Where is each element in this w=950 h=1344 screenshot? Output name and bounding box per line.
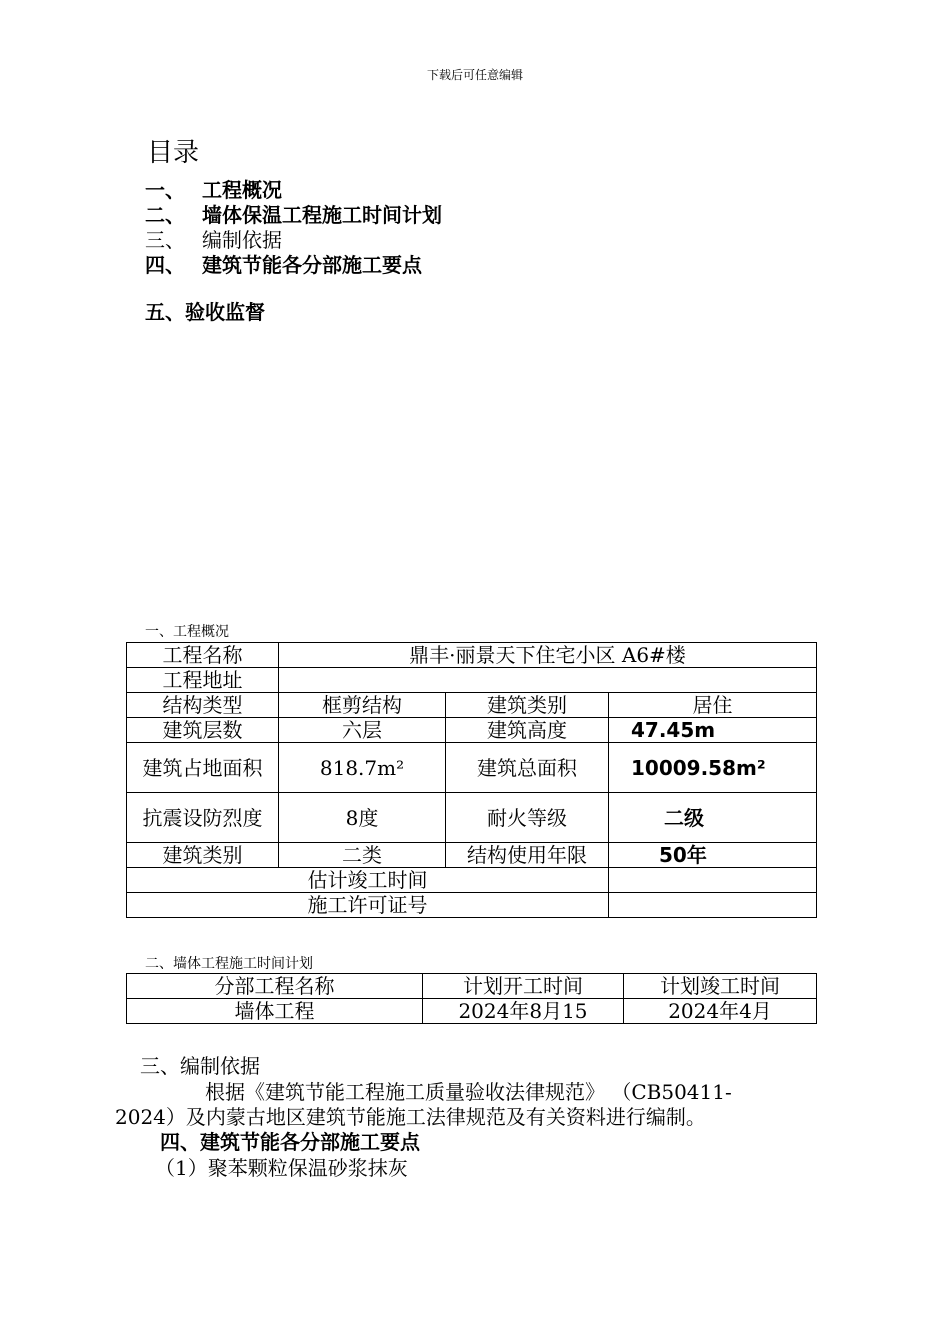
footprint-value: 818.7m² xyxy=(279,743,446,793)
service-life-label: 结构使用年限 xyxy=(446,843,609,868)
schedule-caption: 二、墙体工程施工时间计划 xyxy=(145,956,313,972)
toc-item-number: 二、 xyxy=(145,203,185,227)
basis-heading: 三、编制依据 xyxy=(140,1054,260,1078)
toc-item-label: 工程概况 xyxy=(202,178,282,202)
seismic-label xyxy=(127,793,279,843)
table-row xyxy=(127,999,817,1024)
permit-value xyxy=(609,893,817,918)
toc-item-label: 墙体保温工程施工时间计划 xyxy=(202,203,442,227)
floors-value: 六层 xyxy=(279,718,446,743)
seismic-value: 8度 xyxy=(279,793,446,843)
completion-value xyxy=(609,868,817,893)
address-value xyxy=(279,668,817,693)
service-life-value: 50年 xyxy=(609,843,817,868)
overview-table xyxy=(126,642,817,918)
total-area-label: 建筑总面积 xyxy=(446,743,609,793)
building-type-value: 居住 xyxy=(609,693,817,718)
toc-title: 目录 xyxy=(147,138,200,168)
basis-line-1: 根据《建筑节能工程施工质量验收法律规范》 （CB50411- xyxy=(205,1080,732,1104)
height-value: 47.45m xyxy=(609,718,817,743)
toc-item-number: 三、 xyxy=(145,228,185,252)
section4-item-1: （1）聚苯颗粒保温砂浆抹灰 xyxy=(155,1156,408,1180)
overview-caption: 一、工程概况 xyxy=(145,624,229,640)
height-label: 建筑高度 xyxy=(446,718,609,743)
toc-item-number: 四、 xyxy=(145,253,185,277)
floors-label: 建筑层数 xyxy=(127,718,279,743)
schedule-cell-end: 2024年4月 xyxy=(624,999,817,1024)
schedule-table xyxy=(126,973,817,1024)
fire-value: 二级 xyxy=(609,793,817,843)
toc-item-4 xyxy=(145,249,422,278)
completion-label: 估计竣工时间 xyxy=(127,868,609,893)
footprint-label xyxy=(127,743,279,793)
schedule-header-end: 计划竣工时间 xyxy=(624,974,817,999)
schedule-header-name: 分部工程名称 xyxy=(127,974,423,999)
category-value: 二类 xyxy=(279,843,446,868)
building-type-label: 建筑类别 xyxy=(446,693,609,718)
address-label: 工程地址 xyxy=(127,668,279,693)
structure-value: 框剪结构 xyxy=(279,693,446,718)
toc-item-number: 一、 xyxy=(145,178,185,202)
seismic-label-text: 抗震设防烈度 xyxy=(142,805,263,830)
project-name-value: 鼎丰·丽景天下住宅小区 A6#楼 xyxy=(279,643,817,668)
toc-item-label: 编制依据 xyxy=(202,228,282,252)
schedule-cell-start: 2024年8月15 xyxy=(423,999,624,1024)
structure-label: 结构类型 xyxy=(127,693,279,718)
permit-label: 施工许可证号 xyxy=(127,893,609,918)
project-name-label: 工程名称 xyxy=(127,643,279,668)
toc-item-5: 五、验收监督 xyxy=(145,300,265,324)
section4-heading: 四、建筑节能各分部施工要点 xyxy=(160,1130,420,1154)
schedule-cell-name: 墙体工程 xyxy=(127,999,423,1024)
footprint-label-text: 建筑占地面积 xyxy=(142,755,263,780)
schedule-header-start: 计划开工时间 xyxy=(423,974,624,999)
fire-label: 耐火等级 xyxy=(446,793,609,843)
toc-item-label: 建筑节能各分部施工要点 xyxy=(202,253,422,277)
category-label: 建筑类别 xyxy=(127,843,279,868)
total-area-value: 10009.58m² xyxy=(609,743,817,793)
basis-line-2: 2024）及内蒙古地区建筑节能施工法律规范及有关资料进行编制。 xyxy=(115,1105,706,1129)
header-note: 下载后可任意编辑 xyxy=(426,68,523,82)
